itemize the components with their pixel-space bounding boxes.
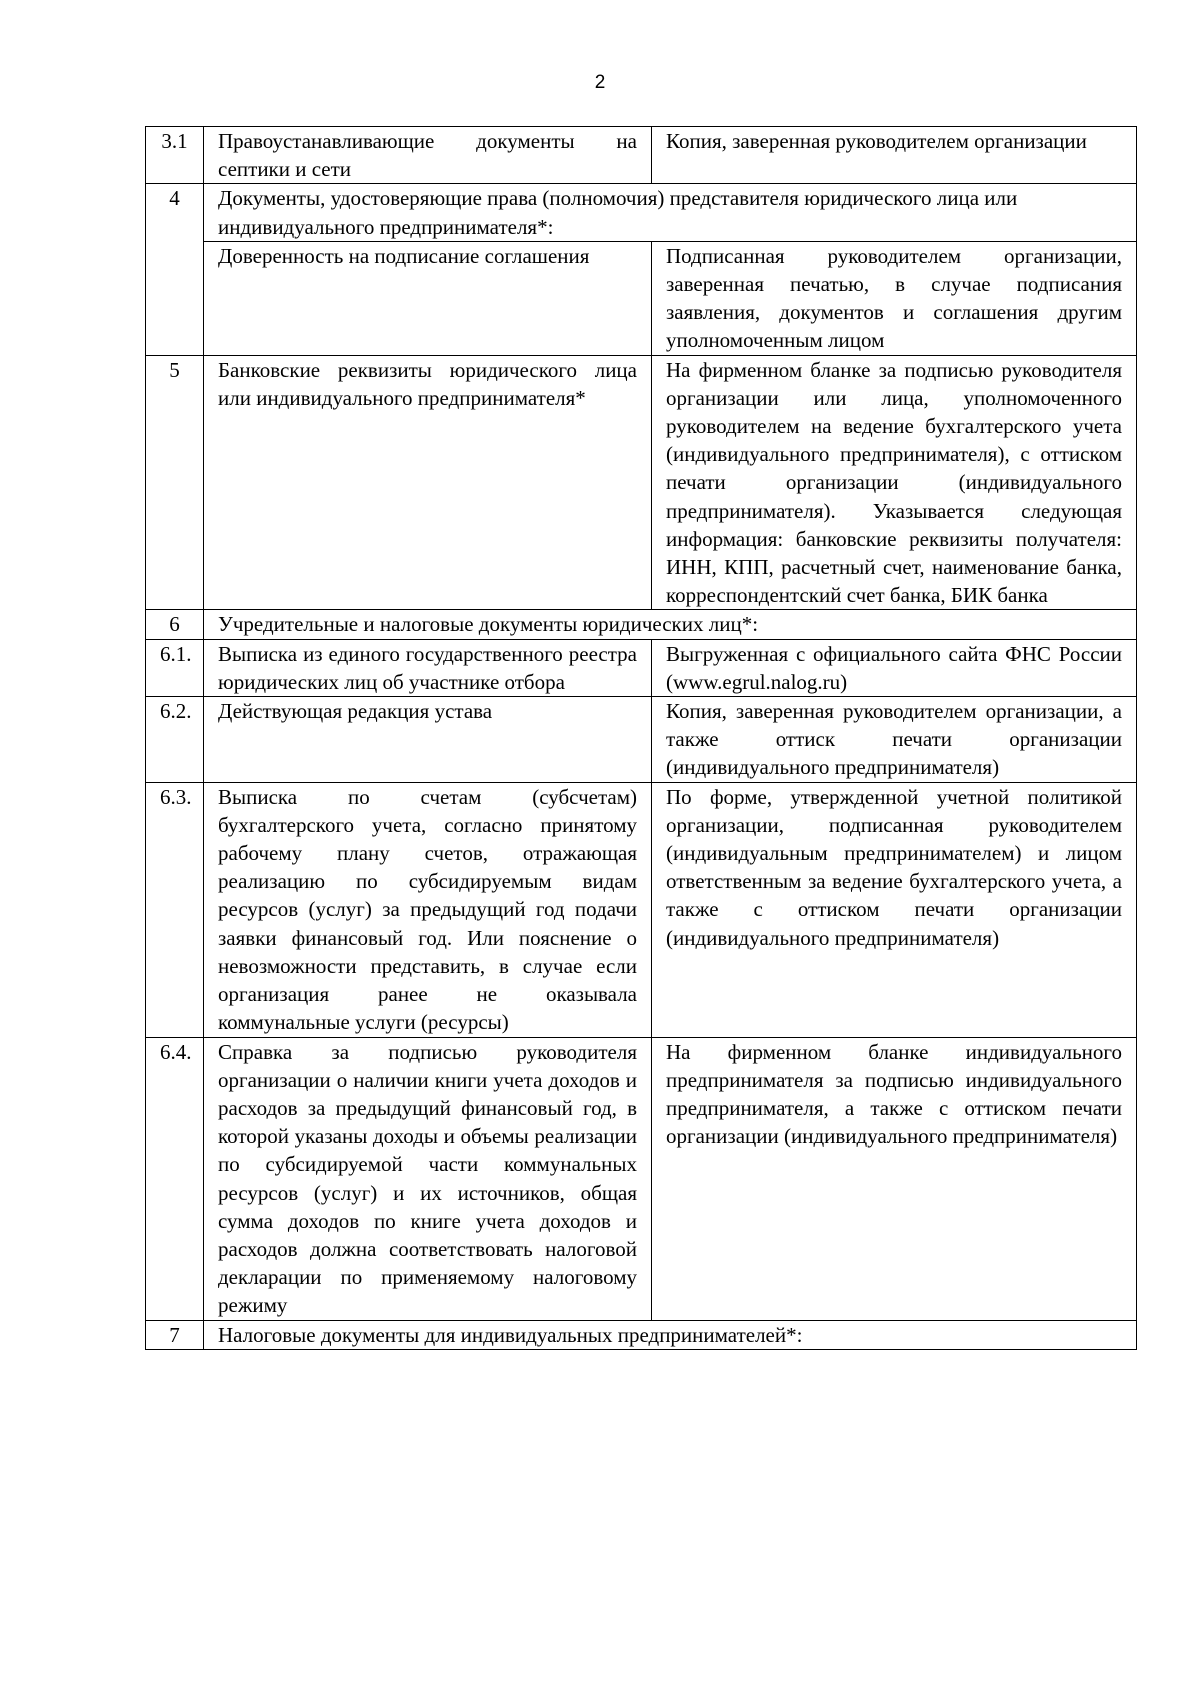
table-row-4-content — [146, 241, 1137, 355]
section-title-cell: Документы, удостоверяющие права (полномочия) представителя юридического лица или индивидуального предпринимателя*: — [204, 184, 1137, 241]
document-cell: Правоустанавливающие документы на септики и сети — [204, 127, 652, 184]
document-cell: Справка за подписью руководителя организации о наличии книги учета доходов и расходов за предыдущий финансовый год, в которой указаны доходы и объемы реализации по субсидируемой части коммунальных ресурсов (услуг) и их источников, общая сумма доходов по книге учета доходов и расходов должна соответствовать налоговой декларации по применяемому налоговому режиму — [204, 1037, 652, 1320]
document-cell: Выписка из единого государственного реестра юридических лиц об участнике отбора — [204, 639, 652, 696]
documents-table — [145, 126, 1137, 1350]
requirement-cell: Подписанная руководителем организации, заверенная печатью, в случае подписания заявления, документов и соглашения другим уполномоченным лицом — [652, 241, 1137, 355]
row-number: 6.3. — [146, 782, 204, 1037]
requirement-cell: На фирменном бланке индивидуального предпринимателя за подписью индивидуального предпринимателя, а также с оттиском печати организации (индивидуального предпринимателя) — [652, 1037, 1137, 1320]
row-number: 4 — [146, 184, 204, 355]
row-number: 6.4. — [146, 1037, 204, 1320]
requirement-cell: По форме, утвержденной учетной политикой организации, подписанная руководителем (индивидуальным предпринимателем) и лицом ответственным за ведение бухгалтерского учета, а также с оттиском печати организации (индивидуального предпринимателя) — [652, 782, 1137, 1037]
document-cell: Выписка по счетам (субсчетам) бухгалтерского учета, согласно принятому рабочему плану счетов, отражающая реализацию по субсидируемым видам ресурсов (услуг) за предыдущий год подачи заявки финансовый год. Или пояснение о невозможности представить, в случае если организация ранее не оказывала коммунальные услуги (ресурсы) — [204, 782, 652, 1037]
document-cell: Действующая редакция устава — [204, 697, 652, 783]
table-row-4-title — [146, 184, 1137, 241]
row-number: 7 — [146, 1320, 204, 1349]
table-row-7-title — [146, 1320, 1137, 1349]
table-row-6-2 — [146, 697, 1137, 783]
row-number: 6.2. — [146, 697, 204, 783]
document-cell: Доверенность на подписание соглашения — [204, 241, 652, 355]
row-number: 6.1. — [146, 639, 204, 696]
table-row-5 — [146, 355, 1137, 610]
document-cell: Банковские реквизиты юридического лица или индивидуального предпринимателя* — [204, 355, 652, 610]
table-row-3-1 — [146, 127, 1137, 184]
requirement-cell: На фирменном бланке за подписью руководителя организации или лица, уполномоченного руководителем на ведение бухгалтерского учета (индивидуального предпринимателя), с оттиском печати организации (индивидуального предпринимателя). Указывается следующая информация: банковские реквизиты получателя: ИНН, КПП, расчетный счет, наименование банка, корреспондентский счет банка, БИК банка — [652, 355, 1137, 610]
table-row-6-1 — [146, 639, 1137, 696]
section-title-cell: Налоговые документы для индивидуальных предпринимателей*: — [204, 1320, 1137, 1349]
row-number: 3.1 — [146, 127, 204, 184]
section-title-cell: Учредительные и налоговые документы юридических лиц*: — [204, 610, 1137, 639]
requirement-cell: Выгруженная с официального сайта ФНС России (www.egrul.nalog.ru) — [652, 639, 1137, 696]
table-row-6-4 — [146, 1037, 1137, 1320]
row-number: 5 — [146, 355, 204, 610]
requirement-cell: Копия, заверенная руководителем организации, а также оттиск печати организации (индивидуального предпринимателя) — [652, 697, 1137, 783]
requirement-cell: Копия, заверенная руководителем организации — [652, 127, 1137, 184]
page-number: 2 — [594, 72, 606, 93]
table-row-6-3 — [146, 782, 1137, 1037]
table-row-6-title — [146, 610, 1137, 639]
row-number: 6 — [146, 610, 204, 639]
